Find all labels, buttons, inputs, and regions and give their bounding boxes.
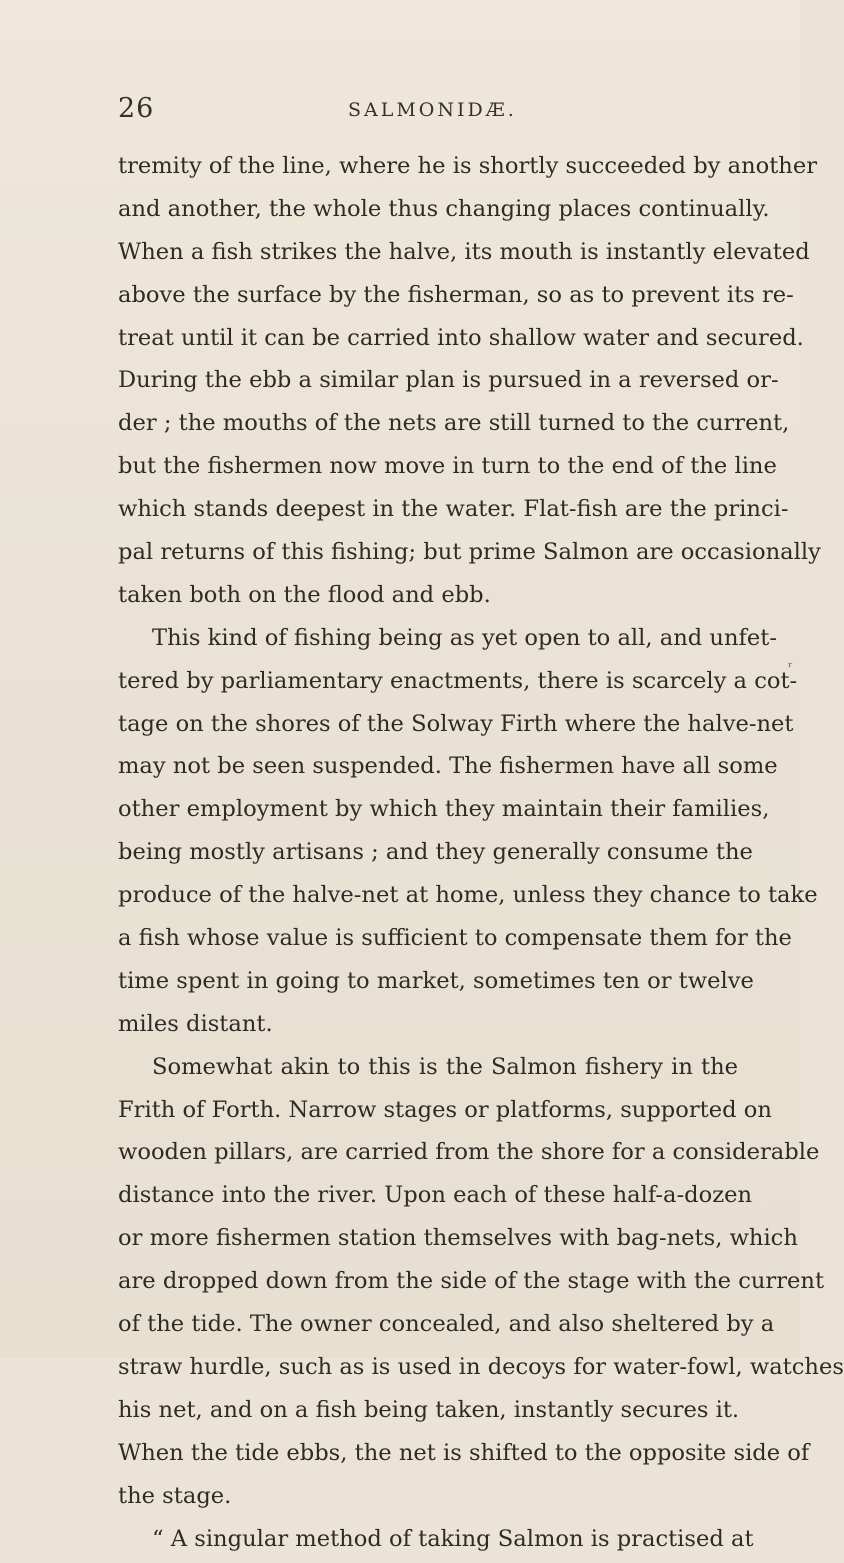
text-line: above the surface by the fisherman, so as to prevent its re- [118,277,738,320]
text-line: When a fish strikes the halve, its mouth is instantly elevated [118,234,738,277]
text-line: a fish whose value is sufficient to compensate them for the [118,920,738,963]
text-line: are dropped down from the side of the stage with the current [118,1263,738,1306]
text-line: Frith of Forth. Narrow stages or platforms, supported on [118,1092,738,1135]
margin-ink-mark: ᵣ [788,655,793,671]
text-line: treat until it can be carried into shallow water and secured. [118,320,738,363]
text-line: and another, the whole thus changing places continually. [118,191,738,234]
text-line: other employment by which they maintain their families, [118,791,738,834]
text-line: taken both on the flood and ebb. [118,577,738,620]
text-line: This kind of fishing being as yet open to all, and unfet- [118,620,738,663]
text-line: being mostly artisans ; and they generally consume the [118,834,738,877]
text-line: tremity of the line, where he is shortly succeeded by another [118,148,738,191]
text-line: but the fishermen now move in turn to the end of the line [118,448,738,491]
text-line: pal returns of this fishing; but prime Salmon are occasionally [118,534,738,577]
running-head: SALMONIDÆ. [348,99,517,121]
text-line: may not be seen suspended. The fishermen have all some [118,748,738,791]
body-text [118,148,738,1563]
text-line: his net, and on a fish being taken, instantly secures it. [118,1392,738,1435]
text-line: “ A singular method of taking Salmon is practised at [118,1521,738,1563]
text-line: wooden pillars, are carried from the shore for a considerable [118,1134,738,1177]
text-line: distance into the river. Upon each of these half-a-dozen [118,1177,738,1220]
text-line: time spent in going to market, sometimes ten or twelve [118,963,738,1006]
text-line: tered by parliamentary enactments, there is scarcely a cot- [118,663,738,706]
text-line: of the tide. The owner concealed, and also sheltered by a [118,1306,738,1349]
page-number: 26 [118,93,154,124]
text-line: produce of the halve-net at home, unless they chance to take [118,877,738,920]
text-line: During the ebb a similar plan is pursued in a reversed or- [118,362,738,405]
text-line: miles distant. [118,1006,738,1049]
text-line: straw hurdle, such as is used in decoys for water-fowl, watches [118,1349,738,1392]
text-line: which stands deepest in the water. Flat-fish are the princi- [118,491,738,534]
text-line: the stage. [118,1478,738,1521]
text-line: der ; the mouths of the nets are still turned to the current, [118,405,738,448]
text-line: When the tide ebbs, the net is shifted to the opposite side of [118,1435,738,1478]
text-line: tage on the shores of the Solway Firth where the halve-net [118,706,738,749]
text-line: Somewhat akin to this is the Salmon fishery in the [118,1049,738,1092]
text-line: or more fishermen station themselves with bag-nets, which [118,1220,738,1263]
page-header [118,93,730,133]
